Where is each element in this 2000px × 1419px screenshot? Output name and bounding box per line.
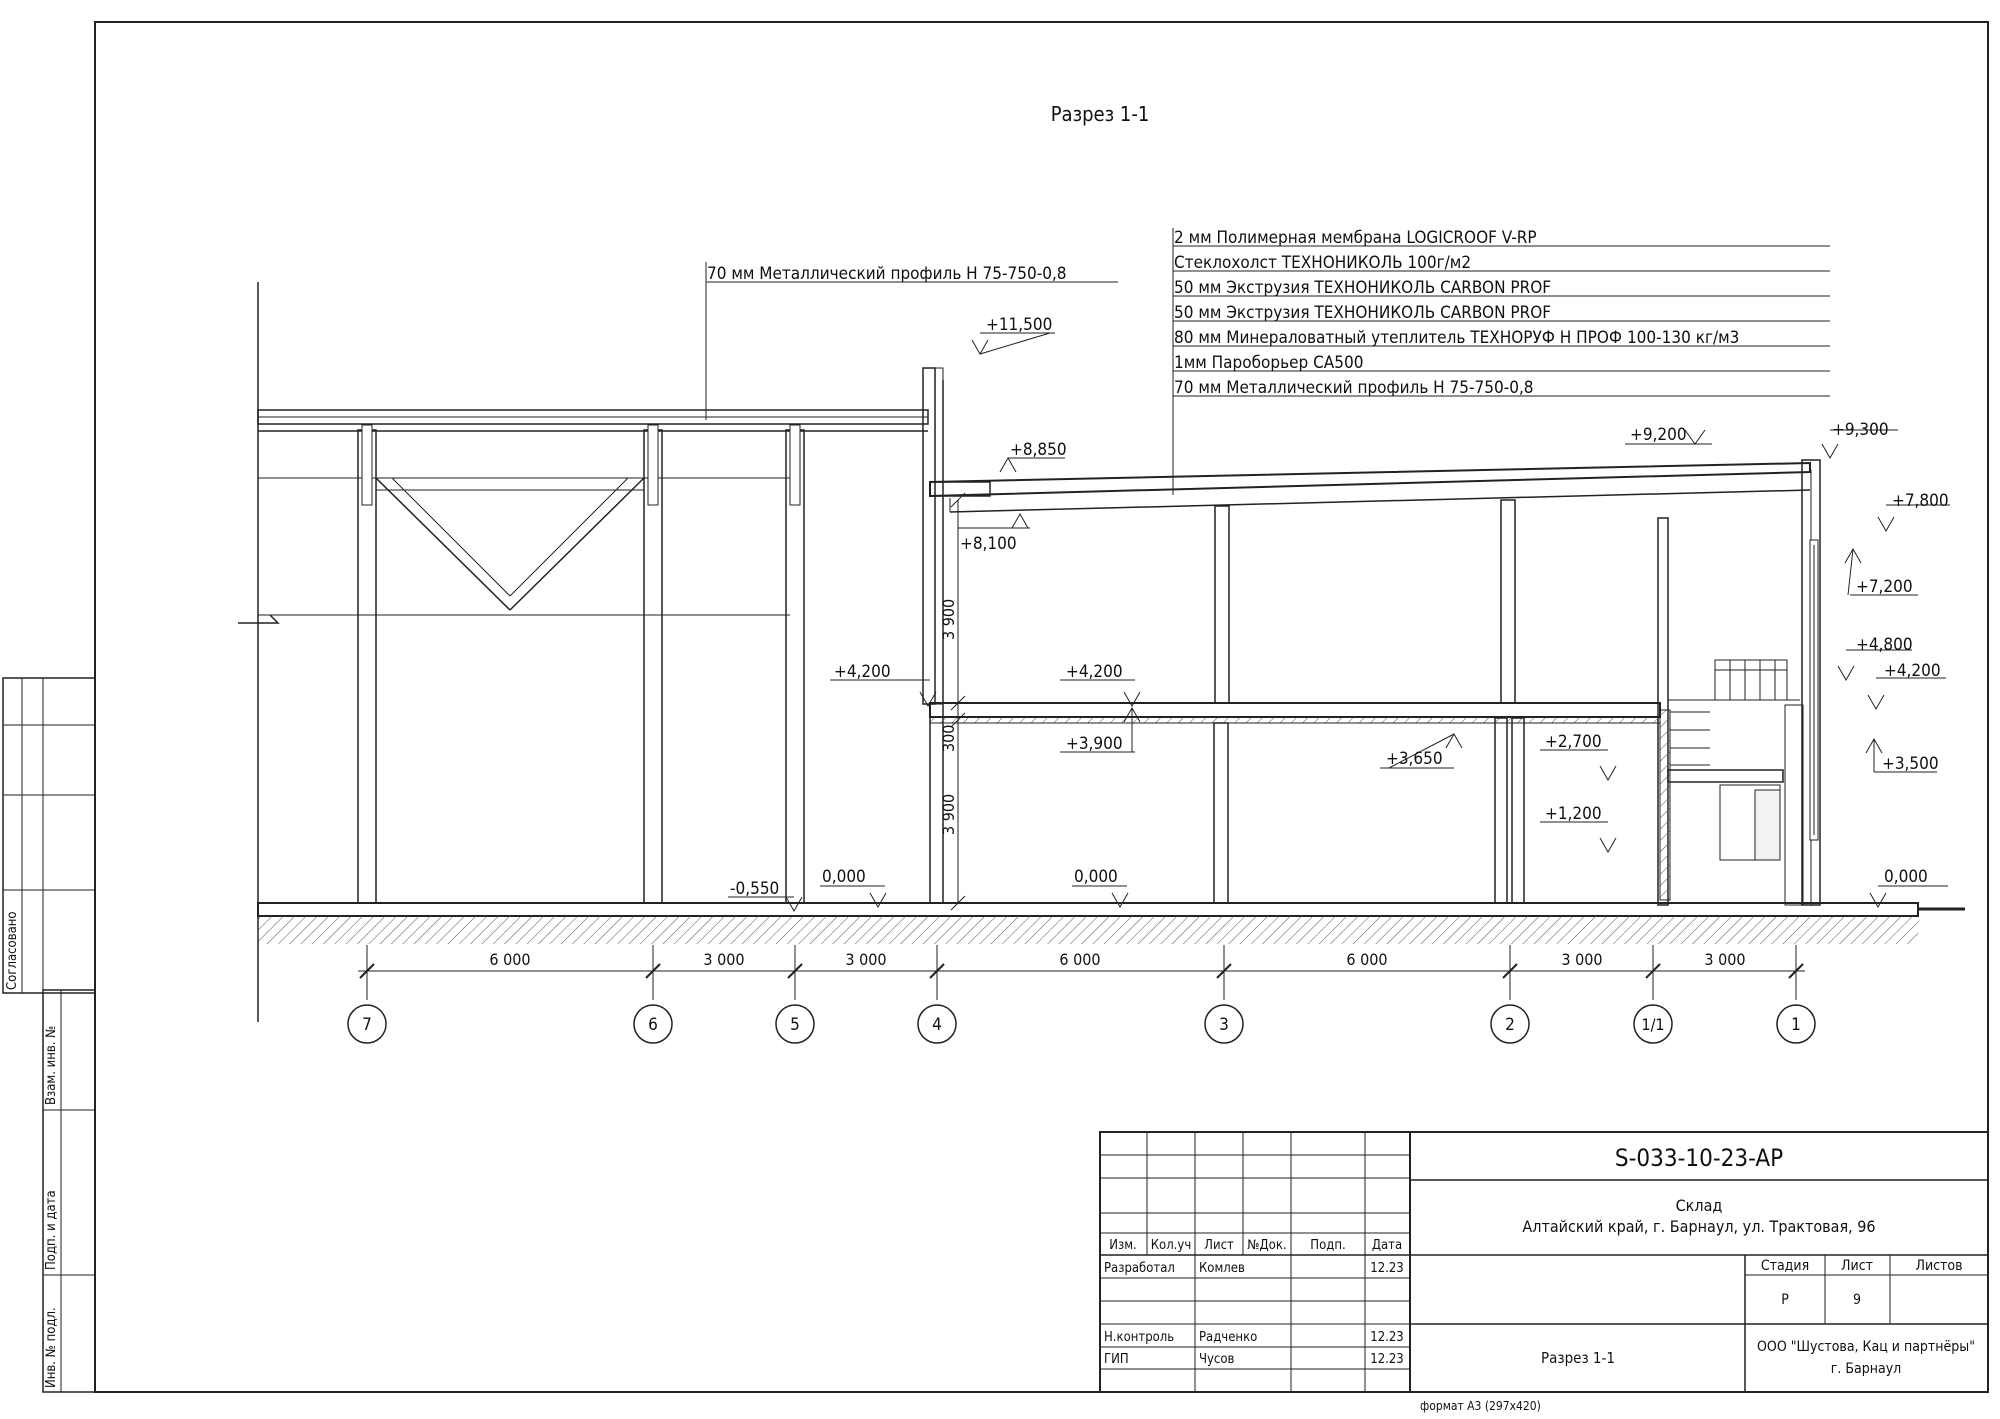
span-4-3: 6 000	[1059, 950, 1101, 969]
section-structure	[238, 282, 1965, 1022]
hdr-list: Лист	[1204, 1238, 1234, 1253]
name-gip: Чусов	[1199, 1352, 1235, 1367]
role-gip: ГИП	[1104, 1352, 1129, 1367]
date-developer: 12.23	[1370, 1261, 1404, 1276]
sheet-label: Лист	[1841, 1258, 1873, 1274]
hdr-date: Дата	[1371, 1238, 1403, 1253]
elev-9200: +9,200	[1630, 425, 1687, 445]
axis-2: 2	[1505, 1015, 1515, 1035]
date-gip: 12.23	[1370, 1352, 1404, 1367]
hdr-doc: №Док.	[1247, 1238, 1287, 1253]
elev-8850: +8,850	[1010, 440, 1067, 460]
span-11-1: 3 000	[1704, 950, 1746, 969]
span-6-5: 3 000	[703, 950, 745, 969]
stage-value: Р	[1781, 1292, 1789, 1308]
dim-upper: 3 900	[939, 598, 958, 640]
hdr-sign: Подп.	[1310, 1238, 1346, 1253]
hdr-izm: Изм.	[1109, 1238, 1137, 1253]
sheet-title: Разрез 1-1	[1541, 1349, 1615, 1367]
dim-lower: 3 900	[939, 793, 958, 835]
span-3-2: 6 000	[1346, 950, 1388, 969]
elev-9300: +9,300	[1832, 420, 1889, 440]
axis-7: 7	[362, 1015, 372, 1035]
roof-layer-2: Стеклохолст ТЕХНОНИКОЛЬ 100г/м2	[1174, 253, 1472, 273]
axis-5: 5	[790, 1015, 800, 1035]
axis-bubbles	[348, 1005, 1815, 1043]
left-profile-note: 70 мм Металлический профиль Н 75-750-0,8	[707, 264, 1067, 284]
elev-7200: +7,200	[1856, 577, 1913, 597]
stage-label: Стадия	[1760, 1258, 1810, 1274]
span-7-6: 6 000	[489, 950, 531, 969]
elev-8100: +8,100	[960, 534, 1017, 554]
sheet-value: 9	[1852, 1292, 1862, 1308]
elev-3500: +3,500	[1882, 754, 1939, 774]
span-5-4: 3 000	[845, 950, 887, 969]
name-control: Радченко	[1199, 1330, 1258, 1345]
company-city: г. Барнаул	[1830, 1361, 1902, 1377]
roof-layer-1: 2 мм Полимерная мембрана LOGICROOF V-RP	[1174, 228, 1537, 248]
drawing-title: Разрез 1-1	[1050, 102, 1150, 126]
side-stamp	[3, 678, 95, 1392]
format-note: формат А3 (297х420)	[1420, 1399, 1541, 1413]
axis-6: 6	[648, 1015, 658, 1035]
dim-slab: 300	[939, 724, 958, 752]
elev-4200-left: +4,200	[834, 662, 891, 682]
inv-orig-label: Инв. № подл.	[44, 1307, 59, 1388]
roof-layer-3: 50 мм Экструзия ТЕХНОНИКОЛЬ CARBON PROF	[1174, 278, 1552, 298]
elev-2700: +2,700	[1545, 732, 1602, 752]
elev-0-b: 0,000	[1074, 867, 1118, 887]
vertical-dimensions	[951, 493, 965, 910]
elev-0-a: 0,000	[822, 867, 866, 887]
elev-3650: +3,650	[1386, 749, 1443, 769]
roof-layer-7: 70 мм Металлический профиль Н 75-750-0,8	[1174, 378, 1534, 398]
role-control: Н.контроль	[1104, 1330, 1175, 1345]
role-developer: Разработал	[1104, 1261, 1175, 1276]
agreed-label: Согласовано	[5, 911, 20, 990]
object-name: Склад	[1675, 1196, 1723, 1215]
elev-3900: +3,900	[1066, 734, 1123, 754]
axis-11: 1/1	[1641, 1015, 1665, 1034]
axis-4: 4	[932, 1015, 942, 1035]
sheet-frame	[95, 22, 1988, 1392]
object-address: Алтайский край, г. Барнаул, ул. Трактовая, 96	[1522, 1217, 1876, 1236]
roof-layer-6: 1мм Пароборьер СА500	[1174, 353, 1364, 373]
elev-4200-mid: +4,200	[1066, 662, 1123, 682]
roof-layer-4: 50 мм Экструзия ТЕХНОНИКОЛЬ CARBON PROF	[1174, 303, 1552, 323]
sign-date-label: Подп. и дата	[44, 1190, 59, 1270]
hdr-kol: Кол.уч	[1150, 1238, 1192, 1253]
axis-3: 3	[1219, 1015, 1229, 1035]
left-profile-leader	[706, 262, 1118, 420]
date-control: 12.23	[1370, 1330, 1404, 1345]
elev-0-c: 0,000	[1884, 867, 1928, 887]
name-developer: Комлев	[1199, 1261, 1245, 1276]
ground-hatch	[258, 916, 1918, 944]
inv-vzam-label: Взам. инв. №	[44, 1025, 59, 1105]
elev-7800: +7,800	[1892, 491, 1949, 511]
elev-4200-right: +4,200	[1884, 661, 1941, 681]
elev-4800: +4,800	[1856, 635, 1913, 655]
company-name: ООО "Шустова, Кац и партнёры"	[1757, 1339, 1975, 1355]
axis-1: 1	[1791, 1015, 1801, 1035]
ground-slab	[258, 903, 1918, 916]
roof-layer-5: 80 мм Минераловатный утеплитель ТЕХНОРУФ Н ПРОФ 100-130 кг/м3	[1174, 328, 1740, 348]
elev-neg0550: -0,550	[730, 879, 780, 899]
sheets-label: Листов	[1915, 1258, 1963, 1274]
elev-11500: +11,500	[986, 315, 1053, 335]
span-2-11: 3 000	[1561, 950, 1603, 969]
elev-1200: +1,200	[1545, 804, 1602, 824]
project-code: S-033-10-23-AP	[1614, 1144, 1784, 1172]
